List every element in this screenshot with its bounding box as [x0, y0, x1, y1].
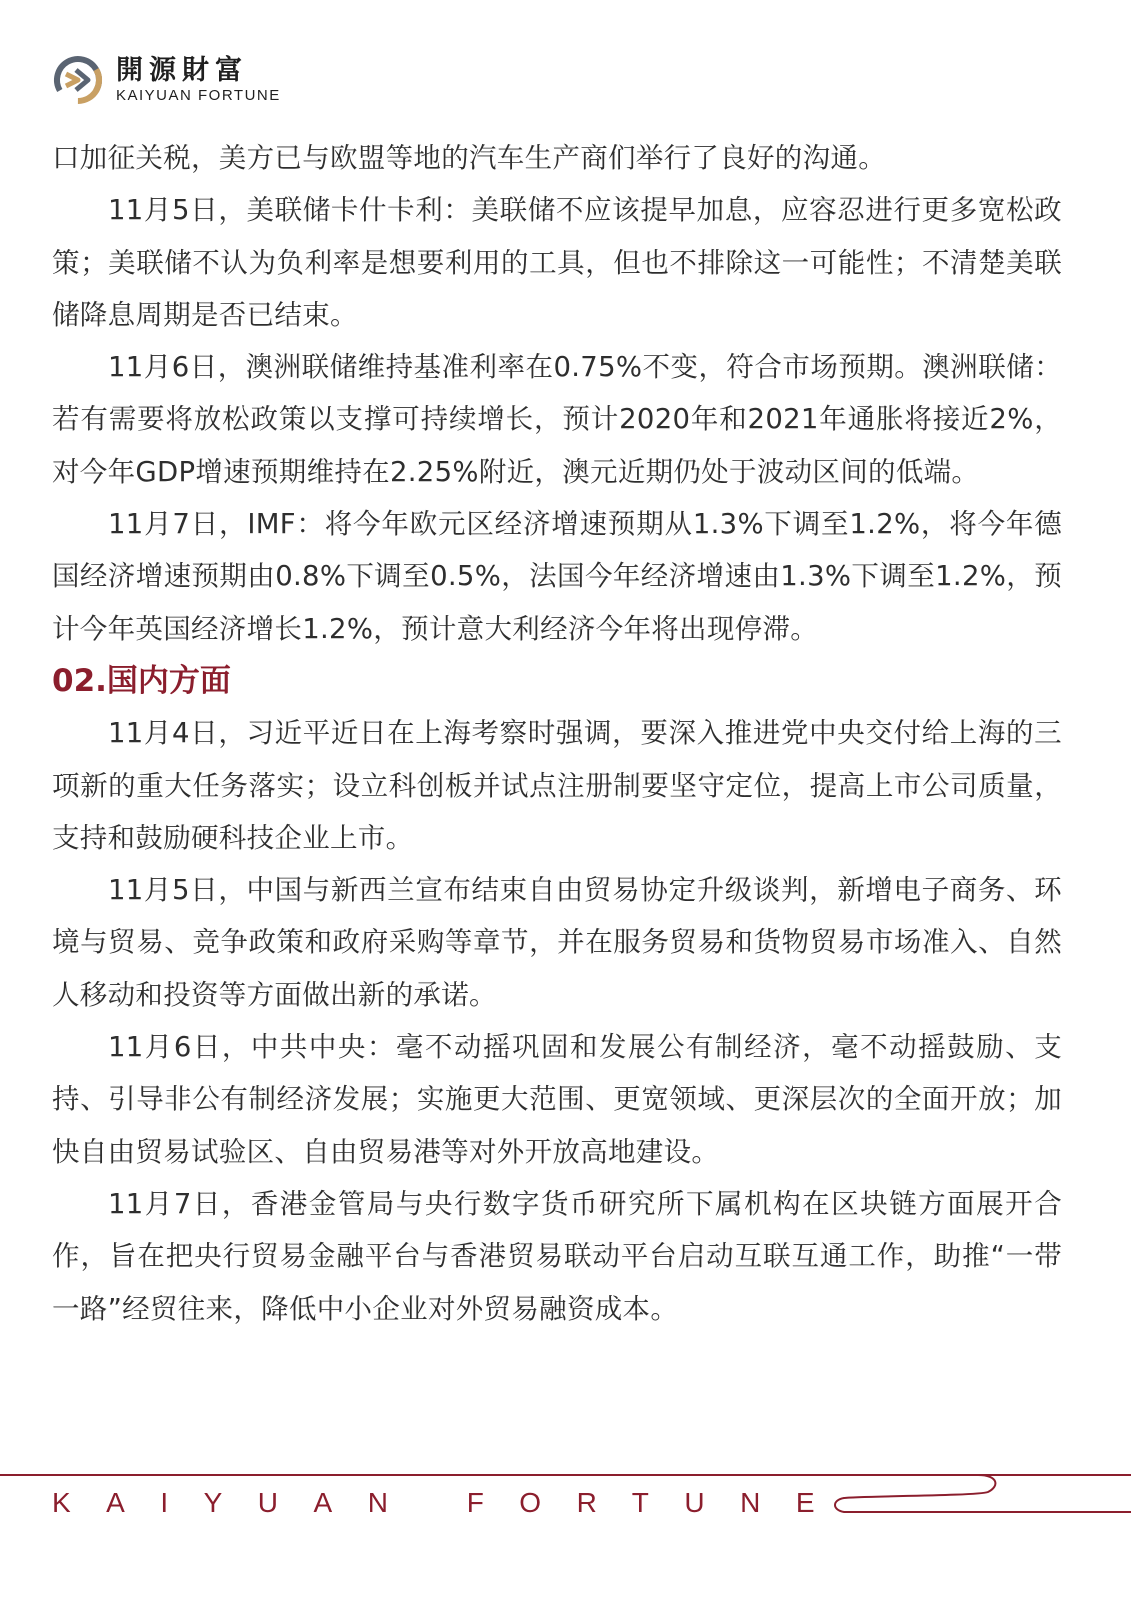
- paragraph-cpc-central: 11月6日，中共中央：毫不动摇巩固和发展公有制经济，毫不动摇鼓励、支持、引导非公有制经济发展；实施更大范围、更宽领域、更深层次的全面开放；加快自由贸易试验区、自由贸易港等对外开放高地建设。: [52, 1031, 1062, 1168]
- paragraph-fed-kashkari: 11月5日，美联储卡什卡利：美联储不应该提早加息，应容忍进行更多宽松政策；美联储不认为负利率是想要利用的工具，但也不排除这一可能性；不清楚美联储降息周期是否已结束。: [52, 194, 1062, 331]
- kaiyuan-logo-icon: [52, 54, 104, 106]
- footer-flourish-ornament: [828, 1474, 1131, 1526]
- section-title-domestic: 02.国内方面: [52, 662, 231, 699]
- brand-logo: [52, 50, 281, 110]
- footer-brand-text: KAIYUAN FORTUNE: [52, 1487, 851, 1518]
- paragraph-imf: 11月7日，IMF：将今年欧元区经济增速预期从1.3%下调至1.2%，将今年德国经济增速预期由0.8%下调至0.5%，法国今年经济增速由1.3%下调至1.2%，预计今年英国经济增长1.2%，预计意大利经济今年将出现停滞。: [52, 508, 1062, 645]
- paragraph-tariff-continuation: 口加征关税，美方已与欧盟等地的汽车生产商们举行了良好的沟通。: [52, 142, 886, 174]
- article-body: [52, 132, 1062, 1335]
- logo-text: [116, 55, 281, 105]
- paragraph-hkma-blockchain: 11月7日，香港金管局与央行数字货币研究所下属机构在区块链方面展开合作，旨在把央行贸易金融平台与香港贸易联动平台启动互联互通工作，助推“一带一路”经贸往来，降低中小企业对外贸易融资成本。: [52, 1187, 1062, 1325]
- logo-english-name: KAIYUAN FORTUNE: [116, 87, 281, 104]
- logo-chinese-name: 開源財富: [116, 55, 248, 86]
- paragraph-shanghai: 11月4日，习近平近日在上海考察时强调，要深入推进党中央交付给上海的三项新的重大任务落实；设立科创板并试点注册制要坚守定位，提高上市公司质量，支持和鼓励硬科技企业上市。: [52, 717, 1062, 854]
- paragraph-rba: 11月6日，澳洲联储维持基准利率在0.75%不变，符合市场预期。澳洲联储：若有需要将放松政策以支撑可持续增长，预计2020年和2021年通胀将接近2%，对今年GDP增速预期维持在2.25%附近，澳元近期仍处于波动区间的低端。: [52, 351, 1062, 488]
- paragraph-china-nz-fta: 11月5日，中国与新西兰宣布结束自由贸易协定升级谈判，新增电子商务、环境与贸易、竞争政策和政府采购等章节，并在服务贸易和货物贸易市场准入、自然人移动和投资等方面做出新的承诺。: [52, 874, 1062, 1011]
